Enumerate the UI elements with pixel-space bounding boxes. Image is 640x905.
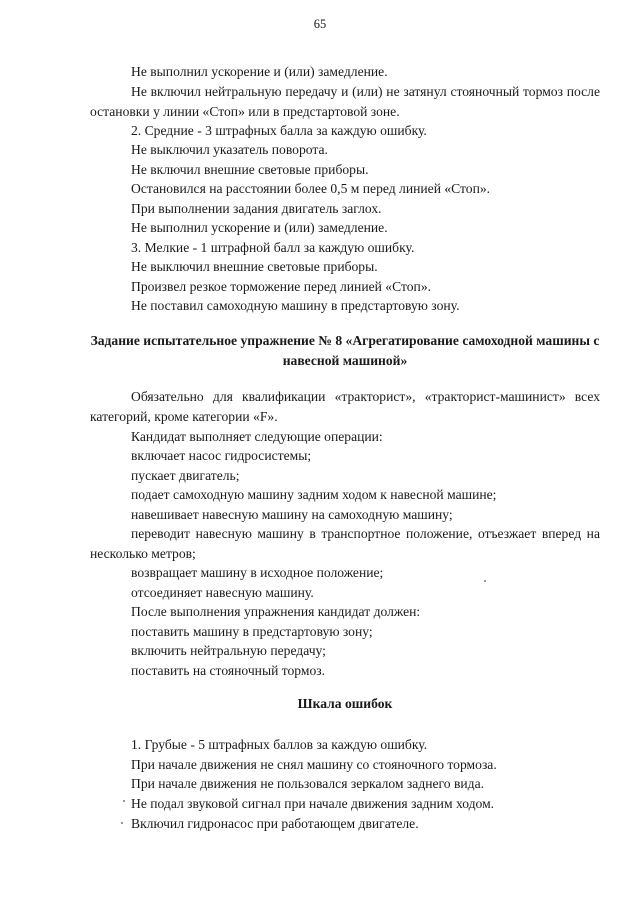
- text-line: При начале движения не пользовался зеркалом заднего вида.: [131, 776, 485, 791]
- scan-speck: [123, 800, 125, 802]
- text-line: возвращает машину в исходное положение;: [131, 565, 384, 580]
- text-paragraph: переводит навесную машину в транспортное положение, отъезжает вперед на несколько метров;: [90, 526, 600, 561]
- text-line: включает насос гидросистемы;: [131, 448, 312, 463]
- text-line: 2. Средние - 3 штрафных балла за каждую ошибку.: [131, 123, 427, 138]
- text-line: При начале движения не снял машину со стояночного тормоза.: [131, 757, 497, 772]
- text-line: пускает двигатель;: [131, 468, 240, 483]
- errors-heading: Шкала ошибок: [297, 696, 393, 711]
- text-line: 3. Мелкие - 1 штрафной балл за каждую ошибку.: [131, 240, 415, 255]
- text-line: Не поставил самоходную машину в предстартовую зону.: [131, 298, 460, 313]
- text-line: 1. Грубые - 5 штрафных баллов за каждую ошибку.: [131, 737, 428, 752]
- text-line: Не выполнил ускорение и (или) замедление.: [131, 220, 388, 235]
- scan-speck: [121, 822, 123, 824]
- text-line: Произвел резкое торможение перед линией «Стоп».: [131, 279, 432, 294]
- text-line: Включил гидронасос при работающем двигателе.: [131, 816, 419, 831]
- text-line: Не выключил указатель поворота.: [131, 142, 328, 157]
- text-line: После выполнения упражнения кандидат должен:: [131, 604, 421, 619]
- text-line: Не включил внешние световые приборы.: [131, 162, 369, 177]
- text-line: включить нейтральную передачу;: [131, 643, 326, 658]
- scan-speck: [484, 580, 486, 582]
- text-line: Не подал звуковой сигнал при начале движения задним ходом.: [131, 796, 495, 811]
- text-line: подает самоходную машину задним ходом к навесной машине;: [131, 487, 497, 502]
- text-line: При выполнении задания двигатель заглох.: [131, 201, 382, 216]
- page-number: 65: [313, 17, 327, 31]
- text-line: Остановился на расстоянии более 0,5 м перед линией «Стоп».: [131, 181, 491, 196]
- text-line: отсоединяет навесную машину.: [131, 585, 314, 600]
- exercise-heading: Задание испытательное упражнение № 8 «Агрегатирование самоходной машины с навесной машиной»: [90, 333, 600, 368]
- text-paragraph: Обязательно для квалификации «тракторист», «тракторист-машинист» всех категорий, кроме категории «F».: [90, 389, 600, 424]
- text-line: Не выключил внешние световые приборы.: [131, 259, 378, 274]
- text-line: Кандидат выполняет следующие операции:: [131, 429, 383, 444]
- text-line: Не выполнил ускорение и (или) замедление.: [131, 64, 388, 79]
- text-paragraph: Не включил нейтральную передачу и (или) не затянул стояночный тормоз после остановки у линии «Стоп» или в предстартовой зоне.: [90, 84, 600, 119]
- text-line: поставить на стояночный тормоз.: [131, 663, 326, 678]
- text-line: навешивает навесную машину на самоходную машину;: [131, 507, 453, 522]
- text-line: поставить машину в предстартовую зону;: [131, 624, 373, 639]
